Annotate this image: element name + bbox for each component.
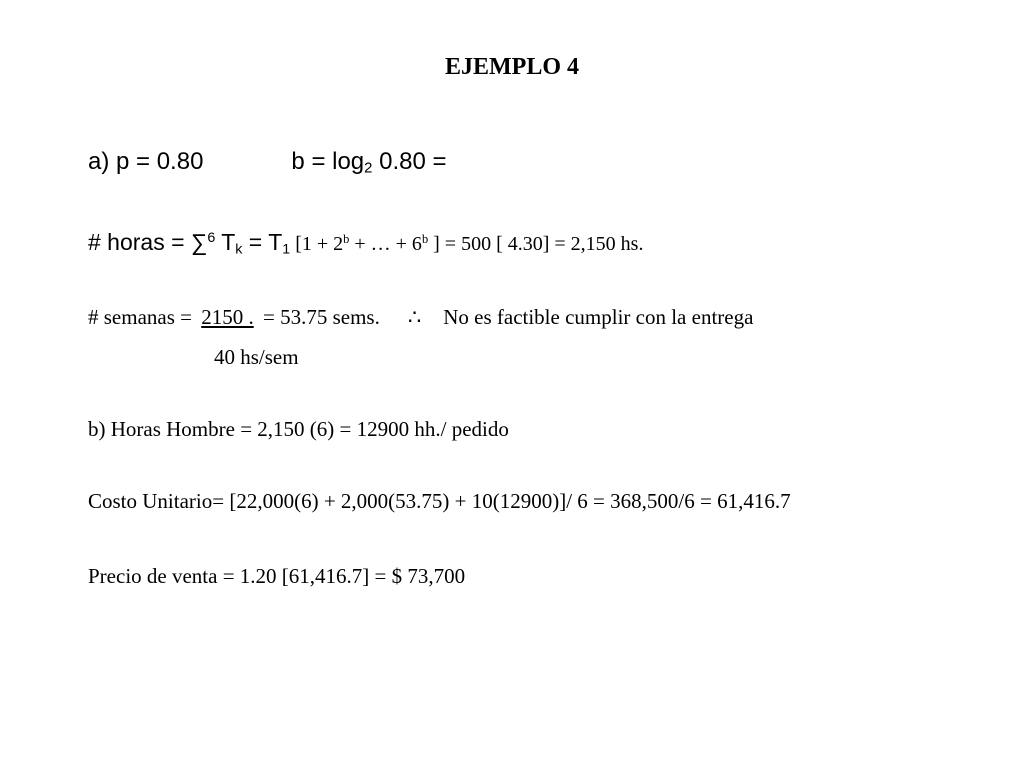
horas-result: ] = 500 [ 4.30] = 2,150 hs.: [428, 233, 644, 255]
page-title: EJEMPLO 4: [444, 54, 579, 80]
costo-unitario-line: Costo Unitario= [22,000(6) + 2,000(53.75) + 10(12900)]/ 6 = 368,500/6 = 61,416.7: [88, 489, 791, 513]
eq-t1: = T: [242, 229, 283, 255]
part-a-line: [88, 148, 447, 177]
semanas-line: [88, 305, 753, 330]
b-formula: b = log: [291, 148, 365, 175]
semanas-result: = 53.75 sems.: [263, 305, 380, 329]
horas-lhs: # horas = ∑: [88, 229, 208, 255]
p-value: a) p = 0.80: [88, 148, 204, 175]
bracket-open: [1 + 2: [290, 233, 344, 255]
k-subscript: k: [235, 241, 243, 258]
part-b-line: b) Horas Hombre = 2,150 (6) = 12900 hh./ pedido: [88, 417, 509, 441]
fraction-numerator: 2150 .: [201, 305, 254, 329]
log-base: 2: [364, 160, 373, 177]
precio-venta-line: Precio de venta = 1.20 [61,416.7] = $ 73,700: [88, 564, 466, 588]
t-k: T: [215, 229, 236, 255]
therefore-symbol: ∴: [407, 305, 422, 329]
horas-line: [88, 229, 643, 258]
series-middle: + … + 6: [349, 233, 422, 255]
conclusion-text: No es factible cumplir con la entrega: [443, 305, 754, 329]
fraction-denominator: 40 hs/sem: [214, 345, 299, 369]
b-formula-rest: 0.80 =: [372, 148, 447, 175]
exponent-b-2: b: [421, 232, 429, 247]
sum-upper-limit: 6: [207, 230, 216, 247]
exponent-b-1: b: [343, 232, 350, 247]
one-subscript: 1: [282, 241, 291, 258]
semanas-lhs: # semanas =: [88, 305, 198, 329]
